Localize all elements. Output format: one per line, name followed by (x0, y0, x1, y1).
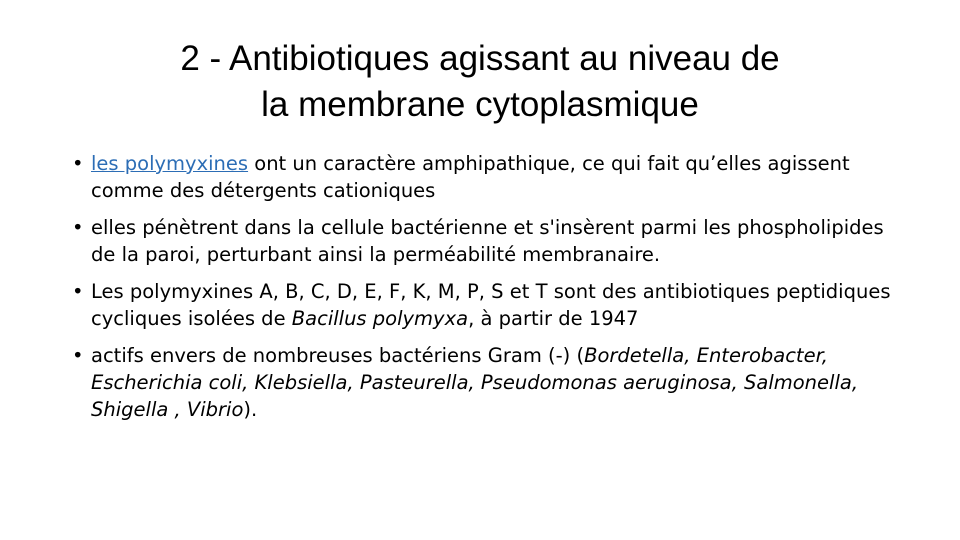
bullet-list (72, 150, 912, 433)
bullet-icon: • (72, 216, 84, 239)
bullet-text: ). (243, 398, 258, 421)
bullet-item-spectrum (72, 342, 912, 423)
bullet-icon: • (72, 344, 84, 367)
polymyxines-link[interactable]: les polymyxines (91, 152, 249, 175)
slide-title (40, 36, 920, 128)
title-line-2: la membrane cytoplasmique (261, 85, 699, 124)
title-line-1: 2 - Antibiotiques agissant au niveau de (180, 39, 780, 78)
bullet-item-polymyxines (72, 150, 912, 204)
bullet-item-types (72, 278, 912, 332)
bacteria-list: Bordetella, Enterobacter, Escherichia coli, Klebsiella, Pasteurella, Pseudomonas aeruginosa, Salmonella, Shigella , Vibrio (91, 344, 859, 421)
bullet-text: Les polymyxines A, B, C, D, E, F, K, M, P, S et T sont des antibiotiques peptidiques cycliques isolées de (91, 280, 891, 330)
bullet-text: elles pénètrent dans la cellule bactérienne et s'insèrent parmi les phospholipides de la paroi, perturbant ainsi la perméabilité membranaire. (91, 216, 884, 266)
bullet-icon: • (72, 152, 84, 175)
bullet-item-penetration (72, 214, 912, 268)
bullet-text: actifs envers de nombreuses bactériens Gram (-) ( (91, 344, 585, 367)
species-name: Bacillus polymyxa (291, 307, 469, 330)
bullet-text: , à partir de 1947 (468, 307, 639, 330)
bullet-icon: • (72, 280, 84, 303)
bullet-text: ont un caractère amphipathique, ce qui fait qu’elles agissent comme des détergents cationiques (91, 152, 850, 202)
